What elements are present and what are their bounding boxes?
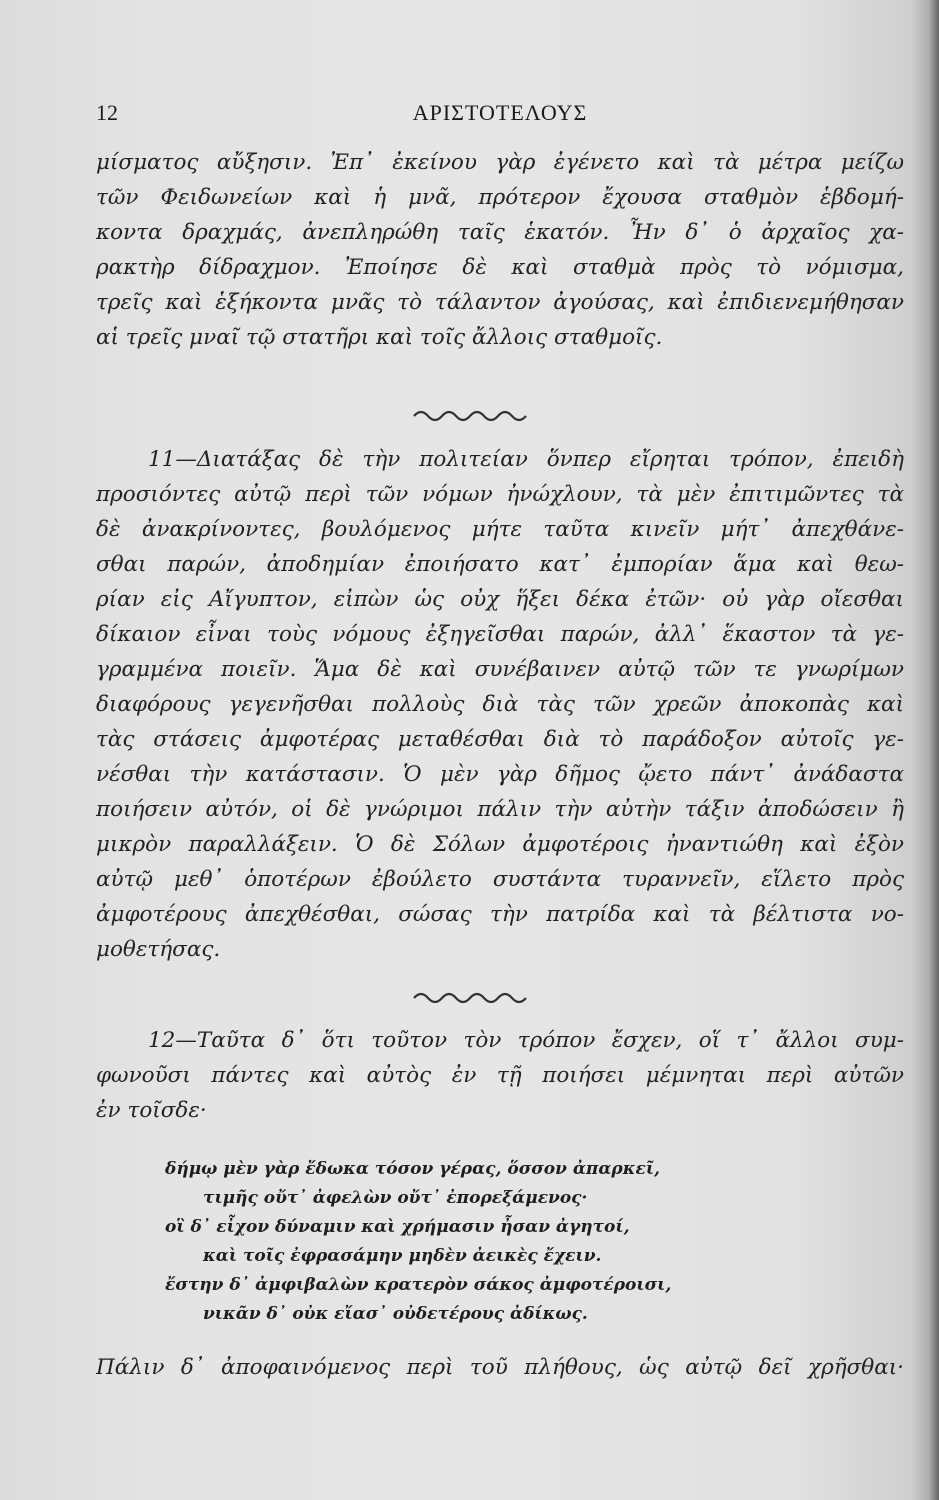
section-ornament (0, 404, 939, 424)
wave-ornament-icon (410, 986, 530, 1006)
text-line: διαφόρους γεγενῆσθαι πολλοὺς διὰ τὰς τῶν χρεῶν ἀποκοπὰς καὶ (96, 692, 904, 717)
text-line: ρίαν εἰς Αἴγυπτον, εἰπὼν ὡς οὐχ ἥξει δέκα ἐτῶν· οὐ γὰρ οἴεσθαι (96, 587, 904, 612)
text-line: μίσματος αὔξησιν. Ἐπ᾽ ἐκείνου γὰρ ἐγένετο καὶ τὰ μέτρα μείζω (96, 150, 904, 175)
text-line: ἀμφοτέρους ἀπεχθέσθαι, σώσας τὴν πατρίδα καὶ τὰ βέλτιστα νο- (96, 902, 904, 927)
text-line: Πάλιν δ᾽ ἀποφαινόμενος περὶ τοῦ πλήθους, ὡς αὐτῷ δεῖ χρῆσθαι· (96, 1355, 904, 1380)
page-number: 12 (96, 100, 118, 125)
page-edge-shadow (929, 0, 939, 1500)
section-12 (96, 1023, 904, 1128)
text-line: 11—Διατάξας δὲ τὴν πολιτείαν ὅνπερ εἴρηται τρόπον, ἐπειδὴ (148, 447, 904, 472)
verse-line: καὶ τοῖς ἐφρασάμην μηδὲν ἀεικὲς ἔχειν. (203, 1246, 602, 1266)
section-ornament (0, 986, 939, 1006)
text-line: φωνοῦσι πάντες καὶ αὐτὸς ἐν τῇ ποιήσει μέμνηται περὶ αὐτῶν (96, 1063, 904, 1088)
page-header (96, 100, 904, 132)
verse-line: ἔστην δ᾽ ἀμφιβαλὼν κρατερὸν σάκος ἀμφοτέροισι, (165, 1275, 672, 1295)
verse-line: τιμῆς οὔτ᾽ ἀφελὼν οὔτ᾽ ἐπορεξάμενος· (203, 1188, 588, 1208)
wave-ornament-icon (410, 404, 530, 424)
text-line: δίκαιον εἶναι τοὺς νόμους ἐξηγεῖσθαι παρών, ἀλλ᾽ ἕκαστον τὰ γε- (96, 622, 904, 647)
text-line: σθαι παρών, ἀποδημίαν ἐποιήσατο κατ᾽ ἐμπορίαν ἅμα καὶ θεω- (96, 552, 904, 577)
text-line: γραμμένα ποιεῖν. Ἅμα δὲ καὶ συνέβαινεν αὐτῷ τῶν τε γνωρίμων (96, 657, 904, 682)
verse-line: νικᾶν δ᾽ οὐκ εἴασ᾽ οὐδετέρους ἀδίκως. (203, 1304, 588, 1324)
verse-line: οἳ δ᾽ εἶχον δύναμιν καὶ χρήμασιν ἦσαν ἀγητοί, (165, 1217, 630, 1237)
text-line: τὰς στάσεις ἀμφοτέρας μεταθέσθαι διὰ τὸ παράδοξον αὐτοῖς γε- (96, 727, 904, 752)
text-line: προσιόντες αὐτῷ περὶ τῶν νόμων ἠνώχλουν, τὰ μὲν ἐπιτιμῶντες τὰ (96, 482, 904, 507)
paragraph-continuation (96, 145, 904, 355)
text-line: τρεῖς καὶ ἑξήκοντα μνᾶς τὸ τάλαντον ἀγούσας, καὶ ἐπιδιενεμήθησαν (96, 290, 904, 315)
text-line: αἱ τρεῖς μναῖ τῷ στατῆρι καὶ τοῖς ἄλλοις σταθμοῖς. (96, 325, 663, 350)
text-line: τῶν Φειδωνείων καὶ ἡ μνᾶ, πρότερον ἔχουσα σταθμὸν ἑβδομή- (96, 185, 904, 210)
text-line: ποιήσειν αὐτόν, οἱ δὲ γνώριμοι πάλιν τὴν αὐτὴν τάξιν ἀποδώσειν ἢ (96, 797, 904, 822)
text-line: νέσθαι τὴν κατάστασιν. Ὁ μὲν γὰρ δῆμος ᾤετο πάντ᾽ ἀνάδαστα (96, 762, 904, 787)
section-11 (96, 442, 904, 967)
running-title: ΑΡΙΣΤΟΤΕΛΟΥΣ (412, 100, 588, 125)
verse-quotation (165, 1155, 765, 1329)
verse-line: δήμῳ μὲν γὰρ ἔδωκα τόσον γέρας, ὅσσον ἀπαρκεῖ, (165, 1159, 660, 1179)
text-line: μικρὸν παραλλάξειν. Ὁ δὲ Σόλων ἀμφοτέροις ἠναντιώθη καὶ ἐξὸν (96, 832, 904, 857)
text-line: μοθετήσας. (96, 937, 221, 962)
final-paragraph (96, 1350, 904, 1385)
text-line: κοντα δραχμάς, ἀνεπληρώθη ταῖς ἑκατόν. Ἦν δ᾽ ὁ ἀρχαῖος χα- (96, 220, 904, 245)
text-line: αὐτῷ μεθ᾽ ὁποτέρων ἐβούλετο συστάντα τυραννεῖν, εἵλετο πρὸς (96, 867, 904, 892)
text-line: ρακτὴρ δίδραχμον. Ἐποίησε δὲ καὶ σταθμὰ πρὸς τὸ νόμισμα, (96, 255, 904, 280)
text-line: 12—Ταῦτα δ᾽ ὅτι τοῦτον τὸν τρόπον ἔσχεν, οἵ τ᾽ ἄλλοι συμ- (148, 1028, 904, 1053)
text-line: δὲ ἀνακρίνοντες, βουλόμενος μήτε ταῦτα κινεῖν μήτ᾽ ἀπεχθάνε- (96, 517, 904, 542)
text-line: ἐν τοῖσδε· (96, 1098, 207, 1123)
